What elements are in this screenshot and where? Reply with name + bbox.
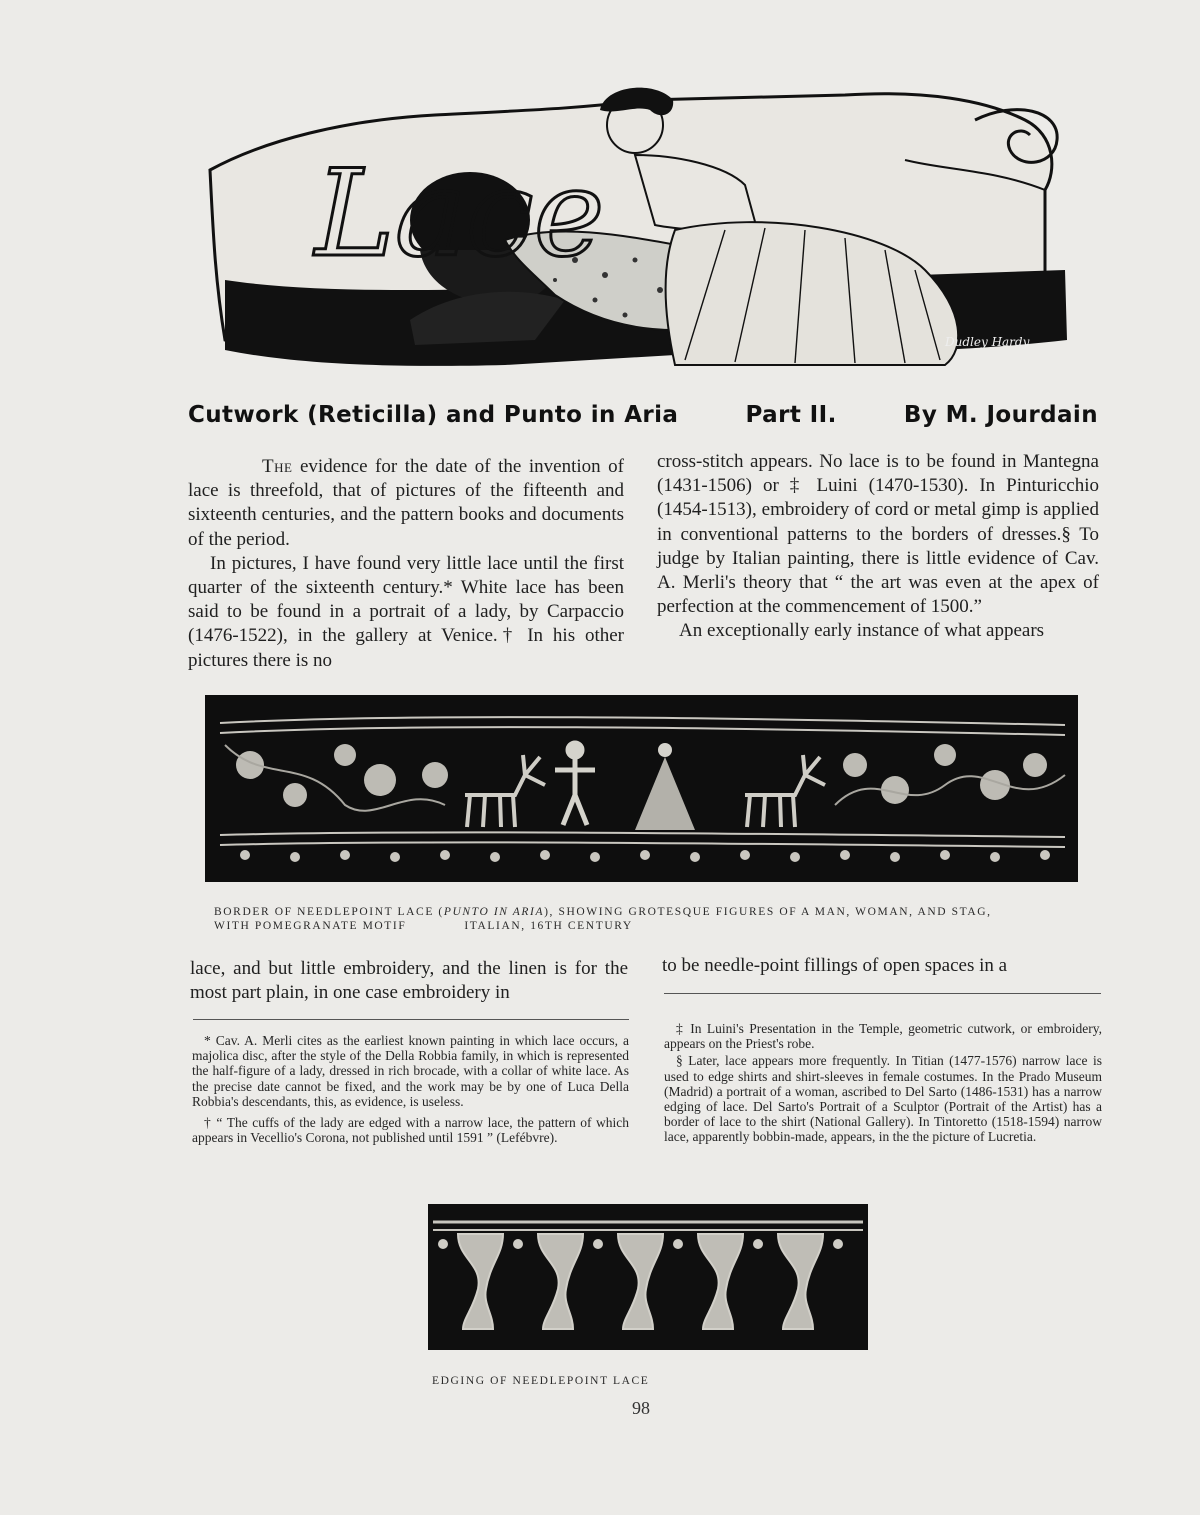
footnote-rule-left — [193, 1019, 629, 1020]
body-column-left-lower — [190, 957, 628, 1005]
caption-text: BORDER OF NEEDLEPOINT LACE ( — [214, 906, 444, 918]
caption-text: WITH POMEGRANATE MOTIF — [214, 920, 407, 932]
title-main: Cutwork (Reticilla) and Punto in Aria — [188, 402, 679, 428]
footnotes-left — [192, 1033, 629, 1145]
paragraph: An exceptionally early instance of what appears — [679, 620, 1045, 642]
body-column-left-upper — [188, 455, 624, 673]
paragraph-text: evidence for the date of the invention of lace is threefold, that of pictures of the fifteenth and sixteenth centuries, and the pattern books and documents of the period. — [188, 456, 624, 550]
header-illustration — [205, 80, 1075, 375]
title-author: By M. Jourdain — [903, 402, 1098, 428]
caption-text: ), SHOWING GROTESQUE FIGURES OF A MAN, WOMAN, AND STAG, — [544, 906, 992, 918]
paragraph: to be needle-point fillings of open spaces in a — [662, 955, 1008, 976]
lace-border-photo — [205, 695, 1078, 882]
caption-text: ITALIAN, 16TH CENTURY — [464, 920, 633, 932]
lace-edging-photo — [428, 1204, 868, 1350]
figure-caption-line1 — [214, 906, 992, 918]
paragraph — [188, 455, 624, 552]
caption-italic: PUNTO IN ARIA — [443, 906, 545, 918]
footnote: ‡ In Luini's Presentation in the Temple, geometric cutwork, or embroidery, appears on the Priest's robe. — [664, 1021, 1102, 1052]
footnote: * Cav. A. Merli cites as the earliest known painting in which lace occurs, a majolica disc, after the style of the Della Robbia family, in which is represented the half-figure of a lady, dressed in rich brocade, with a collar of white lace. As the precise date cannot be fixed, and the work may be by one of Luca Della Robbia's descendants, this, as evidence, is useless. — [192, 1033, 629, 1109]
body-column-right-upper — [657, 450, 1099, 644]
paragraph: lace, and but little embroidery, and the linen is for the most part plain, in one case embroidery in — [190, 958, 628, 1004]
body-column-right-lower — [662, 954, 1102, 978]
footnotes-right — [664, 1021, 1102, 1145]
footnote-rule-right — [664, 993, 1101, 994]
paragraph: In pictures, I have found very little lace until the first quarter of the sixteenth century.* White lace has been said to be found in a portrait of a lady, by Carpaccio (1476-1522), in the gallery at Venice.† In his other pictures there is no — [188, 552, 624, 671]
artist-signature: Dudley Hardy — [945, 335, 1030, 349]
figure-caption-line2 — [214, 920, 633, 932]
title-part: Part II. — [745, 402, 837, 428]
page-number: 98 — [632, 1398, 650, 1418]
footnote: § Later, lace appears more frequently. In Titian (1477-1576) narrow lace is used to edge shirts and shirt-sleeves in female costumes. In the Prado Museum (Madrid) a portrait of a woman, ascribed to Del Sarto (1486-1531) has a narrow edging of lace. Del Sarto's Portrait of a Sculptor (Portrait of the Artist) has a border of lace to the shirt (National Gallery). In Tintoretto (1518-1594) narrow lace, apparently bobbin-made, appears, in the the picture of Lucretia. — [664, 1053, 1102, 1145]
drop-word: The — [262, 456, 293, 477]
article-title — [188, 402, 1098, 428]
figure2-caption: EDGING OF NEEDLEPOINT LACE — [432, 1375, 650, 1387]
footnote: † “ The cuffs of the lady are edged with a narrow lace, the pattern of which appears in Vecellio's Corona, not published until 1591 ” (Lefébvre). — [192, 1115, 629, 1146]
banner-lettering: Lace — [315, 145, 605, 284]
paragraph: cross-stitch appears. No lace is to be found in Mantegna (1431-1506) or ‡ Luini (1470-1530). In Pinturicchio (1454-1513), embroidery of cord or metal gimp is applied in conventional patterns to the borders of dresses.§ To judge by Italian painting, there is little evidence of Cav. A. Merli's theory that “ the art was even at the apex of perfection at the commencement of 1500.” — [657, 451, 1099, 618]
